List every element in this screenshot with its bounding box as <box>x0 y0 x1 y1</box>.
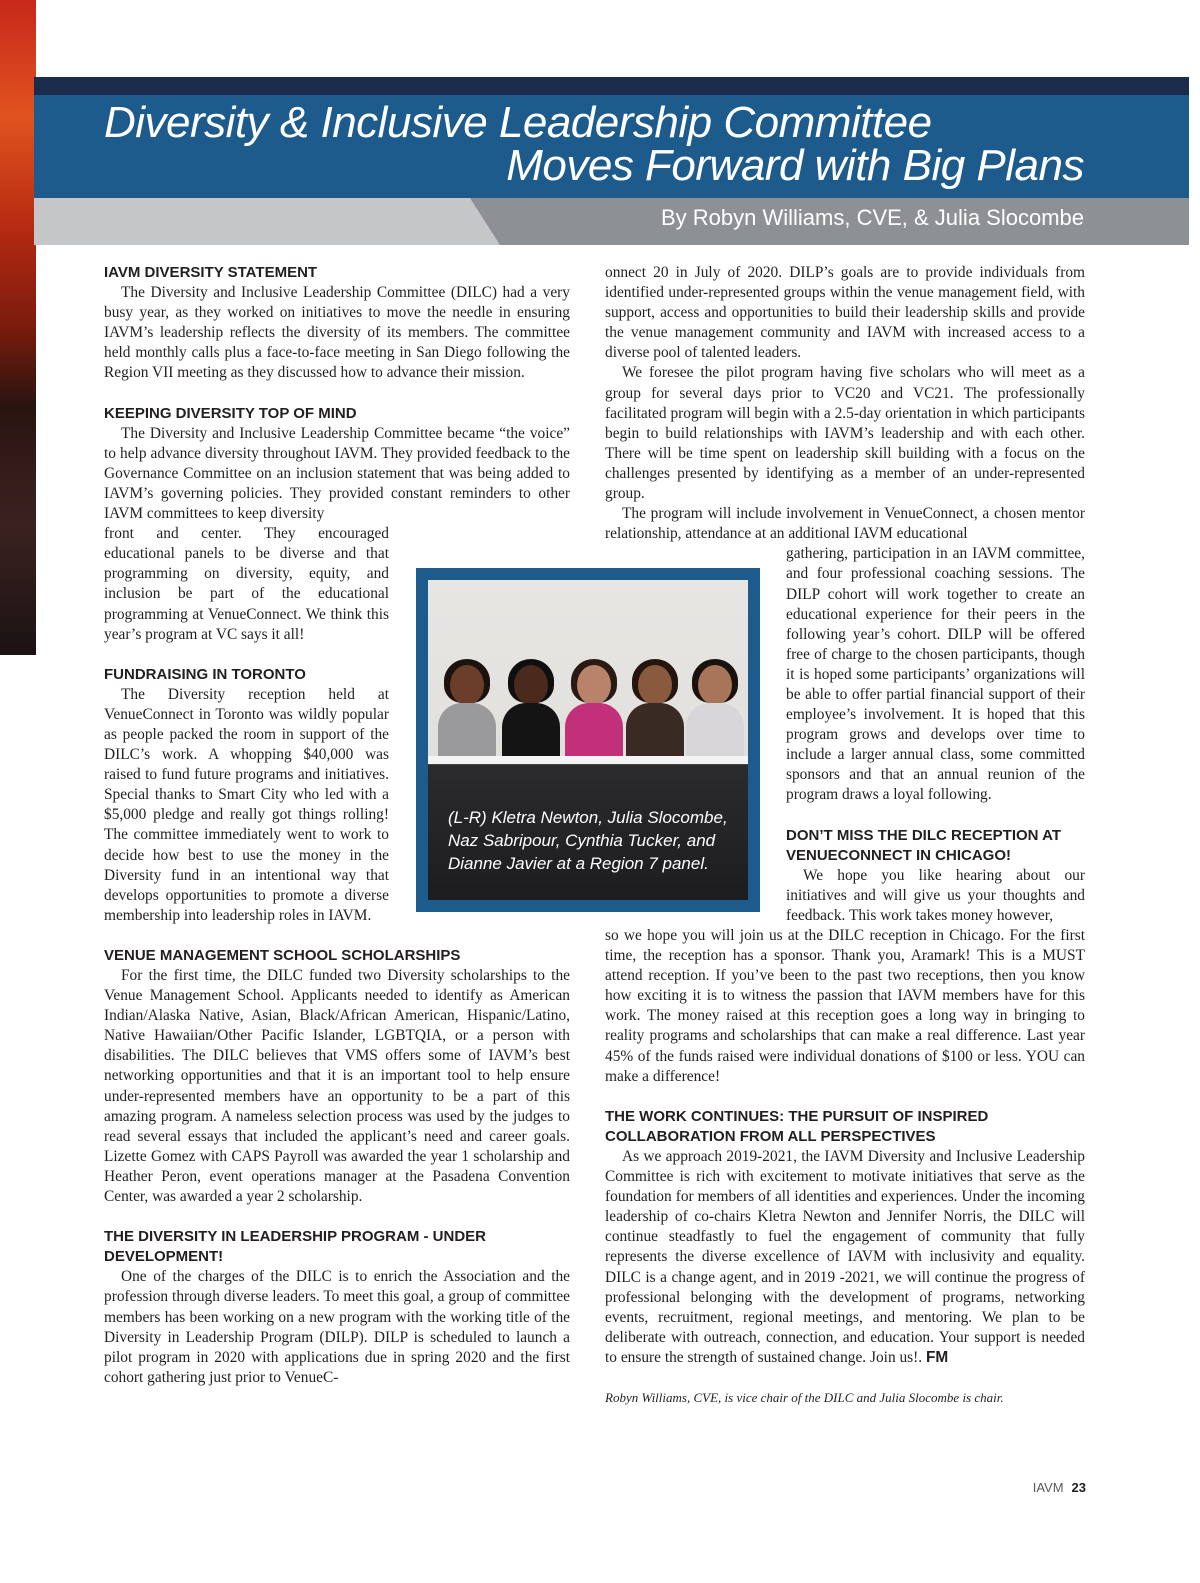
paragraph-text: As we approach 2019-2021, the IAVM Diversity and Inclusive Leadership Committee is rich with excitement to motivate initiatives that serve as the foundation for members of all identities and experiences. Under the incoming leadership of co-chairs Kletra Newton and Jennifer Norris, the DILC will continue steadfastly to fuel the engagement of community that fully represents the diverse excellence of IAVM with inclusivity and equality. DILC is a change agent, and in 2019 -2021, we will continue the progress of professional belonging with the development of programs, networking events, recruitment, regional meetings, and mentoring. We plan to be deliberate with outreach, connection, and education. Your support is needed to ensure the strength of sustained change. Join us!. <box>605 1147 1085 1366</box>
byline: By Robyn Williams, CVE, & Julia Slocombe <box>660 205 1084 230</box>
paragraph: We foresee the pilot program having five scholars who will meet as a group for several days prior to VC20 and VC21. The professionally facilitated program will begin with a 2.5-day orientation in which participants begin to build relationships with IAVM’s leadership and with each other. There will be time spent on leadership skill building with a focus on the challenges presented by identifying as a member of an under-represented group. <box>605 364 1085 503</box>
paragraph: so we hope you will join us at the DILC reception in Chicago. For the first time, the reception has a sponsor. Thank you, Aramark! This is a MUST attend reception. If you’ve been to the past two receptions, then you know how exciting it is to witness the passion that IAVM members have for this work. The money raised at this reception goes a long way in bringing to reality programs and scholarships that can make a real difference. Last year 45% of the funds raised were individual donations of $100 or less. YOU can make a difference! <box>605 927 1085 1085</box>
section-heading: IAVM DIVERSITY STATEMENT <box>104 264 318 281</box>
paragraph: The Diversity and Inclusive Leadership Committee (DILC) had a very busy year, as they worked on initiatives to move the needle in ensuring IAVM’s leadership reflects the diversity of its members. The committee held monthly calls plus a face-to-face meeting in San Diego following the Region VII meeting as they discussed how to advance their mission. <box>104 284 570 382</box>
adjacent-page-photo-edge <box>0 0 36 655</box>
page-footer <box>1033 1480 1086 1495</box>
paragraph: For the first time, the DILC funded two Diversity scholarships to the Venue Management School. Applicants needed to identify as American Indian/Alaska Native, Asian, Black/African American, Hispanic/Latino, Native Hawaiian/Other Pacific Islander, LGBTQIA, or a person with disabilities. The DILC believes that VMS offers some of IAVM’s best networking opportunities and that it is an important tool to help ensure under-represented members have an opportunity to be a part of this amazing program. A nameless selection process was used by the judges to read several essays that included the applicant’s need and career goals. Lizette Gomez with CAPS Payroll was awarded the year 1 scholarship and Heather Peron, event operations manager at the Pasadena Convention Center, was awarded a year 2 scholarship. <box>104 967 570 1206</box>
person-figure <box>624 665 686 755</box>
article-title-line-1: Diversity & Inclusive Leadership Committee <box>104 98 932 147</box>
paragraph: front and center. They encouraged educational panels to be diverse and that programming on diversity, equity, and inclusion be part of the educational programming at VenueConnect. We think this year’s program at VC says it all! <box>104 525 389 643</box>
section-heading: THE WORK CONTINUES: THE PURSUIT OF INSPIRED COLLABORATION FROM ALL PERSPECTIVES <box>605 1107 989 1145</box>
publication-name: IAVM <box>1032 1480 1064 1495</box>
paragraph: gathering, participation in an IAVM committee, and four professional coaching sessions. The DILP cohort will work together to create an educational experience for their peers in the following year’s cohort. DILP will be offered free of charge to the chosen participants, though it is hoped some participants’ organizations will be able to offer partial financial support of their employee’s involvement. It is hoped that this program grows and develops over time to include a larger annual class, some committed sponsors and that an annual reunion of the program draws a loyal following. <box>786 545 1085 804</box>
article-title-line-2: Moves Forward with Big Plans <box>506 141 1084 190</box>
end-mark: FM <box>926 1348 949 1366</box>
page-number: 23 <box>1071 1480 1086 1495</box>
person-figure <box>563 665 625 755</box>
author-note: Robyn Williams, CVE, is vice chair of the DILC and Julia Slocombe is chair. <box>605 1389 1004 1405</box>
section-heading: VENUE MANAGEMENT SCHOOL SCHOLARSHIPS <box>104 946 461 964</box>
table-edge <box>428 756 748 764</box>
paragraph: One of the charges of the DILC is to enrich the Association and the profession through diverse leaders. To meet this goal, a group of committee members has been working on a new program with the working title of the Diversity in Leadership Program (DILP). DILP is scheduled to launch a pilot program in 2020 with applications due in spring 2020 and the first cohort gathering just prior to VenueC- <box>104 1268 570 1386</box>
section-heading: KEEPING DIVERSITY TOP OF MIND <box>104 404 357 422</box>
paragraph: The Diversity and Inclusive Leadership Committee became “the voice” to help advance diversity throughout IAVM. They provided feedback to the Governance Committee on an inclusion statement that was being added to IAVM’s governing policies. They provided constant reminders to other IAVM committees to keep diversity <box>104 424 570 523</box>
photo-figure <box>416 568 760 912</box>
person-figure <box>436 665 498 755</box>
panel-photo <box>428 580 748 900</box>
section-heading: THE DIVERSITY IN LEADERSHIP PROGRAM - UNDER DEVELOPMENT! <box>104 1228 486 1266</box>
person-figure <box>684 665 746 755</box>
paragraph: We hope you like hearing about our initiatives and will give us your thoughts and feedback. This work takes money however, <box>786 866 1085 924</box>
section-heading: FUNDRAISING IN TORONTO <box>104 665 306 683</box>
paragraph: The program will include involvement in VenueConnect, a chosen mentor relationship, attendance at an additional IAVM educational <box>605 505 1085 543</box>
paragraph: The Diversity reception held at VenueConnect in Toronto was wildly popular as people packed the room in support of the DILC’s work. A whopping $40,000 was raised to fund future programs and initiatives. Special thanks to Smart City who led with a $5,000 pledge and really got things rolling! The committee immediately went to work to decide how best to use the money in the Diversity fund in an intentional way that develops opportunities to promote a diverse membership into leadership roles in IAVM. <box>104 685 389 924</box>
person-figure <box>500 665 562 755</box>
paragraph: onnect 20 in July of 2020. DILP’s goals are to provide individuals from identified under-represented groups within the venue management field, with support, access and opportunities to build their leadership skills and provide the venue management community and IAVM with increased access to a diverse pool of talented leaders. <box>605 264 1085 362</box>
section-heading: DON’T MISS THE DILC RECEPTION AT VENUECONNECT IN CHICAGO! <box>786 826 1062 864</box>
paragraph <box>605 1147 1085 1368</box>
header-top-bar <box>34 77 1189 95</box>
photo-caption: (L-R) Kletra Newton, Julia Slocombe, Naz Sabripour, Cynthia Tucker, and Dianne Javier at a Region 7 panel. <box>448 808 728 873</box>
